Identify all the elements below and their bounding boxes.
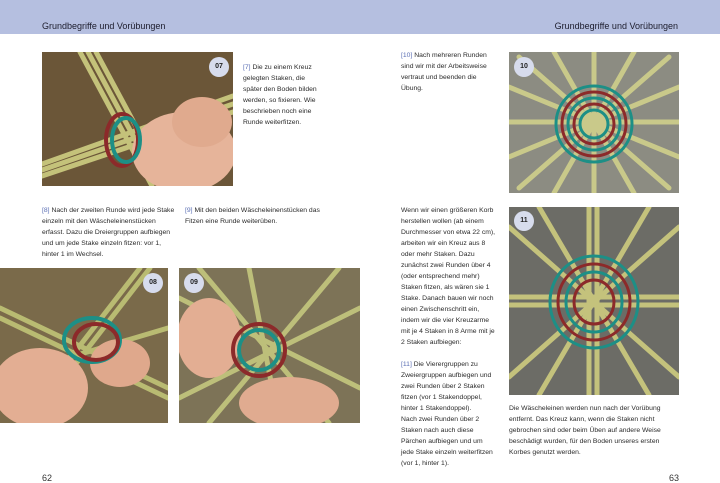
right-header-bar xyxy=(360,0,720,34)
step-11-number: [11] xyxy=(401,361,412,368)
badge-07: 07 xyxy=(209,57,229,77)
text-step-7 xyxy=(243,62,325,128)
text-step-9 xyxy=(185,205,325,227)
badge-09: 09 xyxy=(184,273,204,293)
step-9-body: Mit den beiden Wäscheleinenstücken das Fitzen eine Runde weiterüben. xyxy=(185,207,320,225)
right-page xyxy=(360,0,720,481)
text-step-8 xyxy=(42,205,178,260)
left-header-bar xyxy=(0,0,360,34)
step-7-number: [7] xyxy=(243,64,251,71)
text-step-10 xyxy=(401,50,497,94)
page-number-left: 62 xyxy=(42,473,53,483)
photo-09 xyxy=(179,268,360,423)
step-10-body: Nach mehreren Runden sind wir mit der Arbeitsweise vertraut und beenden die Übung. xyxy=(401,52,487,92)
badge-10: 10 xyxy=(514,57,534,77)
photo-10 xyxy=(509,52,679,193)
intro-paragraph: Wenn wir einen größeren Korb herstellen wollen (ab einem Durchmesser von etwa 22 cm), arbeiten wir ein Kreuz aus 8 oder mehr Staken. Dazu zunächst zwei Runden über 4 (oder entsprechend mehr) Staken fitzen, als wären sie 1 Stake. Danach bauen wir noch einen Zwischenschritt ein, indem wir die vier Kreuzarme mit je 4 Staken in 8 Arme mit je 2 Staken aufbiegen: xyxy=(401,207,496,346)
page-number-right: 63 xyxy=(669,473,680,483)
step-11-continued: Nach zwei Runden über 2 Staken nach auch diese Pärchen aufbiegen und um jede Stake einzeln weiterfitzen (vor 1, hinter 1). xyxy=(401,416,493,467)
step-9-number: [9] xyxy=(185,207,193,214)
text-step-11 xyxy=(401,359,497,414)
photo-caption: Die Wäscheleinen werden nun nach der Vorübung entfernt. Das Kreuz kann, wenn die Staken nicht gebrochen sind oder beim Üben auf andere Weise beschädigt wurden, für den Boden unseres ersten Korbes genutzt werden. xyxy=(509,405,661,456)
badge-11: 11 xyxy=(514,211,534,231)
step-11-body: Die Vierergruppen zu Zweiergruppen aufbiegen und zwei Runden über 2 Staken fitzen (vor 1 Stakendoppel, hinter 1 Stakendoppel). xyxy=(401,361,492,412)
right-header-title: Grundbegriffe und Vorübungen xyxy=(554,21,678,31)
step-8-number: [8] xyxy=(42,207,50,214)
photo-08 xyxy=(0,268,168,423)
left-header-title: Grundbegriffe und Vorübungen xyxy=(42,21,166,31)
step-7-body: Die zu einem Kreuz gelegten Staken, die später den Boden bilden werden, so fixieren. Wie beschrieben noch eine Runde weiterfitzen. xyxy=(243,64,317,126)
photo-07 xyxy=(42,52,233,186)
step-8-body: Nach der zweiten Runde wird jede Stake einzeln mit den Wäscheleinenstücken erfasst. Dazu die Dreiergruppen aufbiegen und um jede Stake einzeln fitzen: vor 1, hinter 1 im Wechsel. xyxy=(42,207,175,258)
left-page xyxy=(0,0,360,481)
step-10-number: [10] xyxy=(401,52,413,59)
badge-08: 08 xyxy=(143,273,163,293)
photo-11 xyxy=(509,207,679,395)
text-intro-column xyxy=(401,205,497,480)
